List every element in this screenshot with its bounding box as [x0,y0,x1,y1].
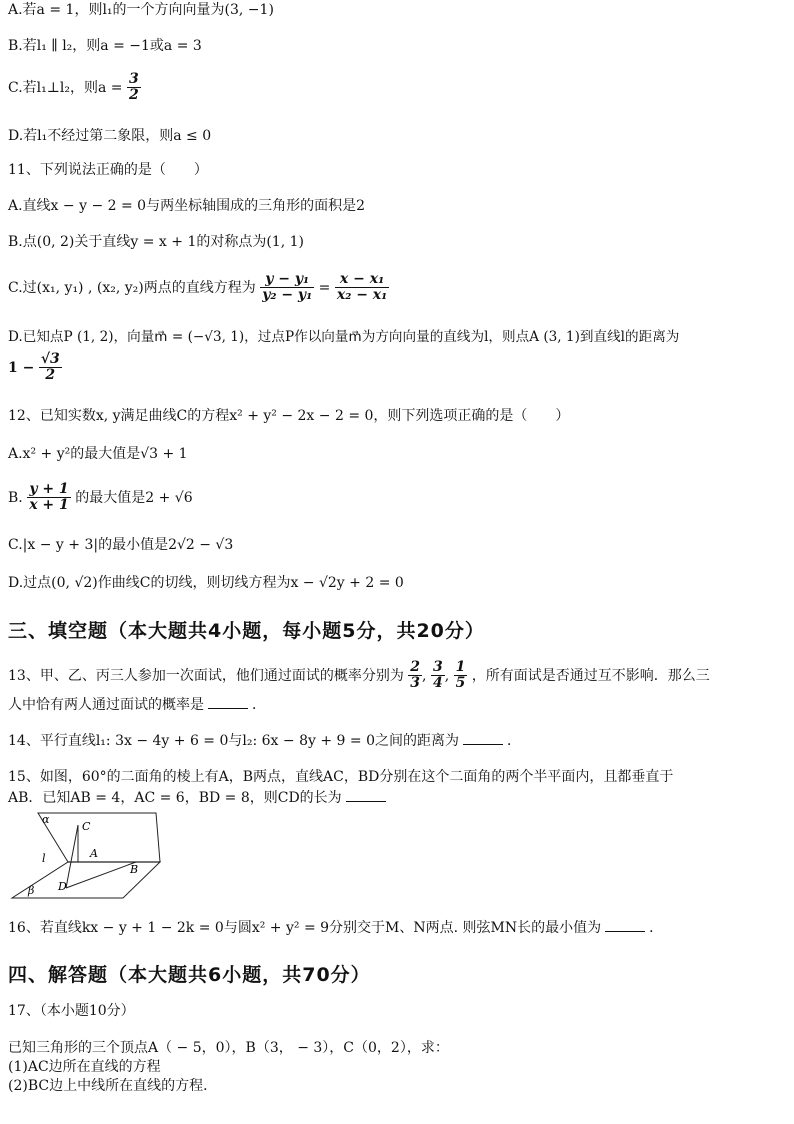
q12-option-a: A.x² + y²的最大值是√3 + 1 [8,446,188,462]
q14-text: 14、平行直线l₁: 3x − 4y + 6 = 0与l₂: 6x − 8y + 9 = 0之间的距离为 [8,733,459,749]
label-d: D [58,880,67,893]
q12b-fraction [27,482,71,514]
q11c-fraction-2 [335,272,389,304]
label-a: A [90,847,98,860]
q12b-numerator: y + 1 [27,482,71,498]
q10-option-c [8,72,141,104]
plane-alpha [38,813,160,862]
q12b-denominator: x + 1 [29,497,69,514]
q13-fraction-2 [431,660,445,692]
dihedral-angle-figure [8,810,178,905]
section-four-heading: 四、解答题（本大题共6小题，共70分） [8,964,371,986]
q12-option-d: D.过点(0, √2)作曲线C的切线，则切线方程为x − √2y + 2 = 0 [8,575,404,591]
segment-bd [66,862,139,888]
q14 [8,733,521,750]
q11c-f1-denominator: y₂ − y₁ [262,287,313,304]
q16-text: 16、若直线kx − y + 1 − 2k = 0与圆x² + y² = 9分别交于M、N两点. 则弦MN长的最小值为 [8,920,602,936]
q13-f3-denominator: 5 [455,675,466,692]
q13-fraction-3 [454,660,468,692]
q10-option-d: D.若l₁不经过第二象限，则a ≤ 0 [8,128,212,144]
q11-option-b: B.点(0, 2)关于直线y = x + 1的对称点为(1, 1) [8,234,304,250]
q16-answer-blank[interactable] [605,931,645,932]
q17-stem: 已知三角形的三个顶点A（ − 5，0），B（3， − 3），C（0，2），求： [8,1040,449,1056]
segment-cd [66,825,78,888]
q13-answer-blank[interactable] [208,708,248,709]
q13-f3-numerator: 1 [455,659,466,675]
label-alpha: α [42,813,50,826]
label-b: B [130,863,139,876]
q11-option-d-line1: D.已知点P (1, 2)，向量m⃗ = (−√3, 1)，过点P作以向量m⃗为方向向量的直线为l，则点A (3, 1)到直线l的距离为 [8,329,680,345]
q13-f2-denominator: 4 [432,675,443,692]
q11d-denominator: 2 [45,367,56,384]
q11c-f1-numerator: y − y₁ [260,272,314,288]
q15-answer-blank[interactable] [346,801,386,802]
q11c-equals: = [318,279,331,296]
q11c-fraction-1 [260,272,314,304]
q16-period: ． [649,920,664,936]
q14-answer-blank[interactable] [463,744,503,745]
q11d-fraction [39,352,62,384]
q13-suffix: ，所有面试是否通过互不影响．那么三 [471,667,710,684]
q11d-prefix: 1 − [8,359,35,376]
q11c-text: C.过(x₁, y₁) , (x₂, y₂)两点的直线方程为 [8,279,256,296]
q13-line1: 13、甲、乙、丙三人参加一次面试，他们通过面试的概率分别为 $\frac{2}{3}$ , $\frac{3}{4}$ , $\frac{1}{5}$ ，所有面试是否通过互不影响．那么三 [8,659,710,692]
q11-option-d-line2 [8,352,62,384]
q13-text: 13、甲、乙、丙三人参加一次面试，他们通过面试的概率分别为 [8,667,404,684]
q11-option-a: A.直线x − y − 2 = 0与两坐标轴围成的三角形的面积是2 [8,198,365,214]
q13-line2 [8,697,266,714]
q11-option-c [8,272,389,304]
q12b-prefix: B. [8,489,23,506]
q15-line2-text: AB．已知AB = 4，AC = 6，BD = 8，则CD的长为 [8,790,342,806]
q10-option-c-fraction [127,72,141,104]
q17-part-1: (1)AC边所在直线的方程 [8,1059,161,1075]
q13-fraction-1 [408,660,422,692]
label-beta: β [28,884,35,897]
q11-stem: 11、下列说法正确的是（ ） [8,162,208,178]
q15-line1: 15、如图，60°的二面角的棱上有A，B两点，直线AC，BD分别在这个二面角的两个半平面内，且都垂直于 [8,769,674,785]
q12-option-c: C.|x − y + 3|的最小值是2√2 − √3 [8,537,234,553]
label-c: C [82,820,91,833]
section-three-heading: 三、填空题（本大题共4小题，每小题5分，共20分） [8,620,485,642]
q12-stem: 12、已知实数x, y满足曲线C的方程x² + y² − 2x − 2 = 0，则下列选项正确的是（ ） [8,408,570,424]
q14-period: ． [506,733,521,749]
q17-header: 17、（本小题10分） [8,1003,135,1019]
q10c-numerator: 3 [129,71,139,87]
q17-part-2: (2)BC边上中线所在直线的方程． [8,1078,218,1094]
q15-line2 [8,790,390,807]
q10-option-c-text: C.若l₁⊥l₂，则a = [8,79,123,96]
q12b-suffix: 的最大值是2 + √6 [75,489,193,506]
q13-period: ． [252,697,266,713]
label-l: l [42,852,46,865]
q10-option-a: A.若a = 1，则l₁的一个方向向量为(3, −1) [8,2,274,18]
q13-f2-numerator: 3 [432,659,443,675]
q13-f1-numerator: 2 [410,659,421,675]
q11d-numerator: √3 [40,351,60,367]
q10-option-b: B.若l₁ ∥ l₂，则a = −1或a = 3 [8,38,202,54]
q16 [8,920,663,937]
q13-f1-denominator: 3 [410,675,421,692]
q13-line2-text: 人中恰有两人通过面试的概率是 [8,697,204,713]
q11c-f2-numerator: x − x₁ [335,272,389,288]
q11c-f2-denominator: x₂ − x₁ [336,287,388,304]
q10c-denominator: 2 [129,87,139,104]
q12-option-b [8,482,193,514]
